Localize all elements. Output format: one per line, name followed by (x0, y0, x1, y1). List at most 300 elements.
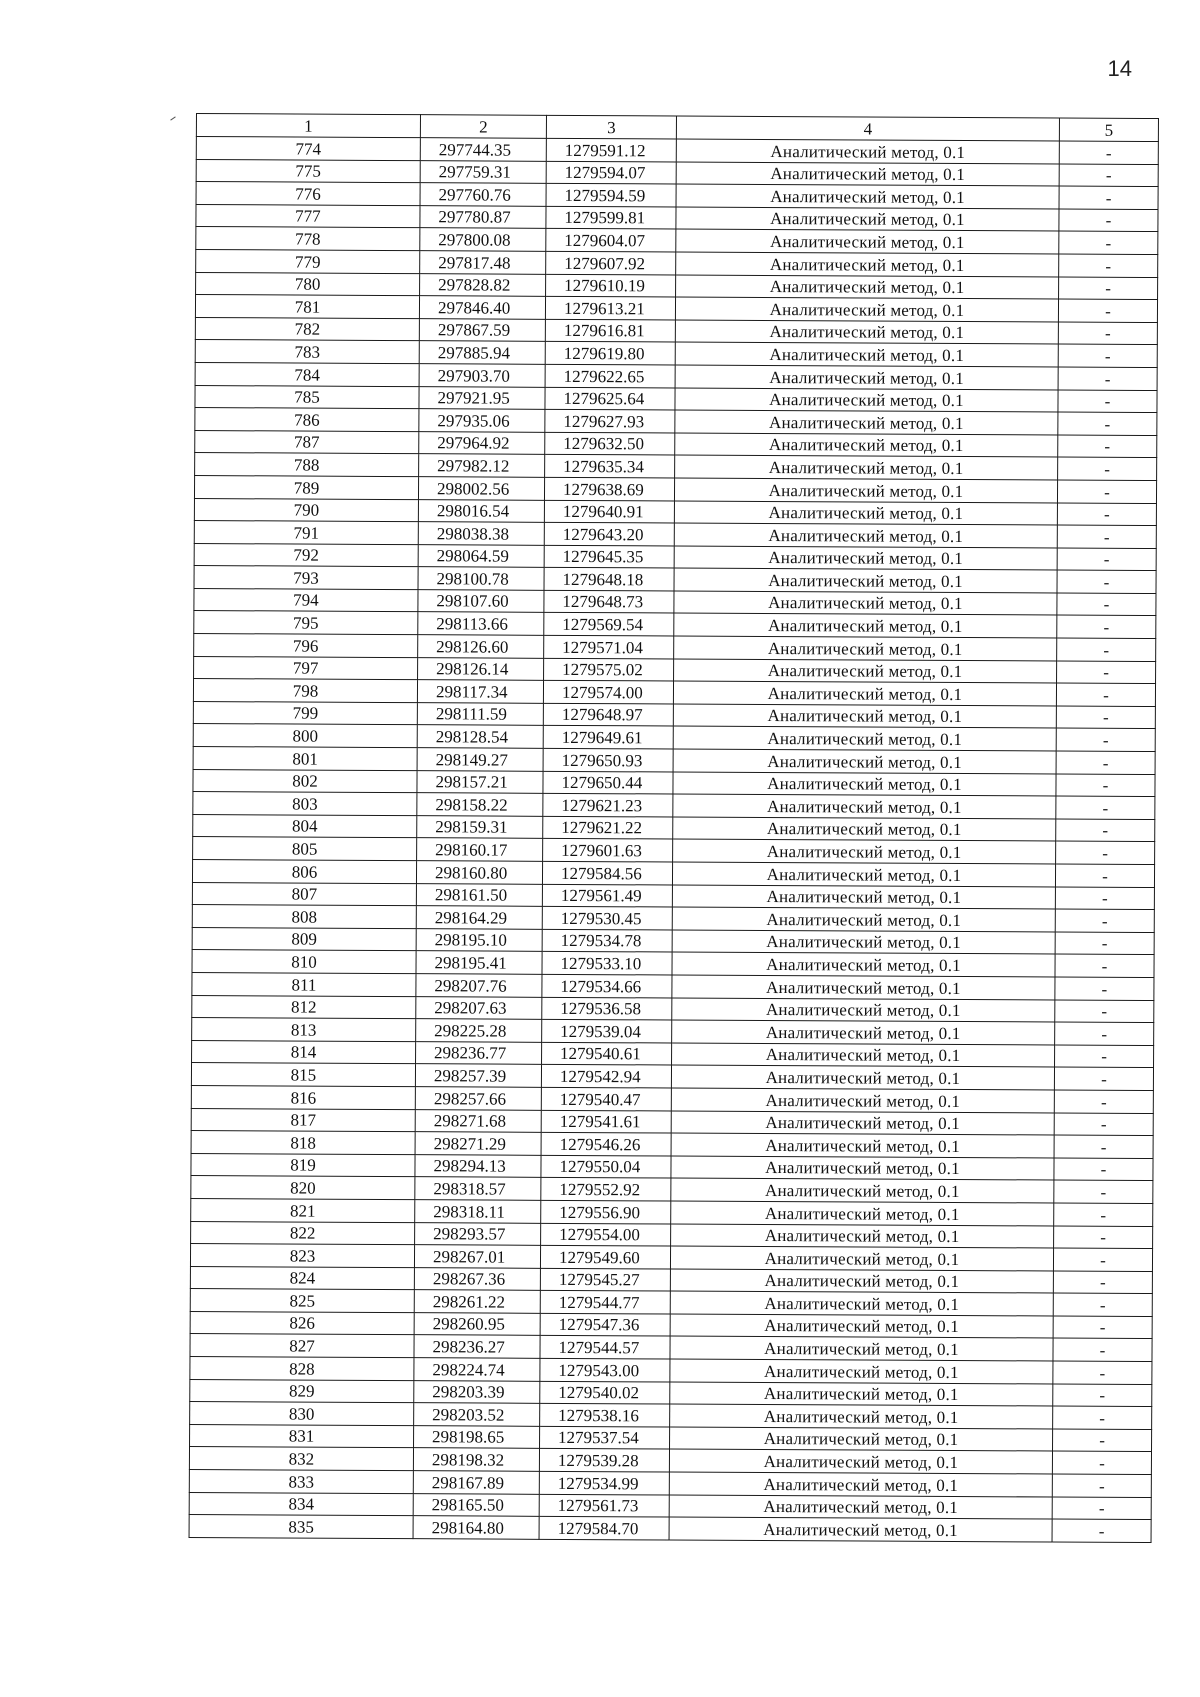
coordinate-y: 1279643.20 (544, 522, 674, 545)
point-number: 824 (190, 1266, 414, 1290)
description: - (1053, 1338, 1152, 1361)
coordinate-y: 1279543.00 (540, 1358, 670, 1381)
coordinate-y: 1279584.56 (542, 861, 672, 884)
method-accuracy: Аналитический метод, 0.1 (671, 1156, 1054, 1181)
description: - (1057, 525, 1156, 548)
method-accuracy: Аналитический метод, 0.1 (675, 433, 1058, 458)
description: - (1057, 638, 1156, 661)
coordinate-x: 298038.38 (418, 522, 544, 545)
coordinate-y: 1279640.91 (544, 500, 674, 523)
coordinate-y: 1279546.26 (541, 1132, 671, 1155)
coordinate-y: 1279621.23 (543, 794, 673, 817)
coordinate-x: 298002.56 (418, 477, 544, 500)
point-number: 808 (192, 905, 416, 929)
coordinate-y: 1279540.02 (540, 1381, 670, 1404)
description: - (1052, 1519, 1151, 1542)
coordinate-x: 298198.32 (413, 1448, 539, 1471)
description: - (1053, 1384, 1152, 1407)
description: - (1055, 1000, 1154, 1023)
coordinate-x: 298294.13 (415, 1154, 541, 1177)
coordinate-y: 1279625.64 (545, 387, 675, 410)
description: - (1055, 954, 1154, 977)
coordinate-x: 298257.66 (415, 1087, 541, 1110)
method-accuracy: Аналитический метод, 0.1 (676, 252, 1059, 277)
point-number: 800 (193, 724, 417, 748)
point-number: 814 (192, 1040, 416, 1064)
coordinate-x: 298236.27 (414, 1335, 540, 1358)
point-number: 794 (194, 588, 418, 612)
point-number: 809 (192, 927, 416, 951)
method-accuracy: Аналитический метод, 0.1 (676, 275, 1059, 300)
description: - (1055, 977, 1154, 1000)
coordinate-x: 298111.59 (417, 703, 543, 726)
coordinate-x: 298165.50 (413, 1493, 539, 1516)
method-accuracy: Аналитический метод, 0.1 (669, 1472, 1052, 1497)
coordinate-y: 1279534.66 (542, 974, 672, 997)
point-number: 775 (196, 159, 420, 183)
description: - (1054, 1203, 1153, 1226)
point-number: 826 (190, 1311, 414, 1335)
coordinate-x: 297780.87 (420, 205, 546, 228)
method-accuracy: Аналитический метод, 0.1 (674, 659, 1057, 684)
coordinate-x: 298236.77 (416, 1041, 542, 1064)
coordinate-x: 297759.31 (420, 160, 546, 183)
description: - (1059, 141, 1158, 164)
coordinate-y: 1279556.90 (541, 1200, 671, 1223)
point-number: 777 (196, 204, 420, 228)
point-number: 813 (192, 1018, 416, 1042)
description: - (1055, 1045, 1154, 1068)
description: - (1056, 796, 1155, 819)
coordinate-x: 297800.08 (420, 228, 546, 251)
point-number: 787 (195, 430, 419, 454)
coordinate-y: 1279530.45 (542, 907, 672, 930)
point-number: 812 (192, 995, 416, 1019)
coordinate-x: 298203.52 (414, 1403, 540, 1426)
method-accuracy: Аналитический метод, 0.1 (672, 862, 1055, 887)
description: - (1053, 1429, 1152, 1452)
method-accuracy: Аналитический метод, 0.1 (670, 1359, 1053, 1384)
coordinate-x: 298224.74 (414, 1358, 540, 1381)
coordinate-x: 298159.31 (417, 815, 543, 838)
coordinate-y: 1279650.44 (543, 771, 673, 794)
description: - (1054, 1135, 1153, 1158)
coordinate-y: 1279539.04 (542, 1019, 672, 1042)
description: - (1052, 1497, 1151, 1520)
point-number: 805 (193, 837, 417, 861)
point-number: 799 (193, 701, 417, 725)
description: - (1055, 887, 1154, 910)
description: - (1054, 1180, 1153, 1203)
method-accuracy: Аналитический метод, 0.1 (671, 1224, 1054, 1249)
coordinate-y: 1279569.54 (544, 613, 674, 636)
coordinate-y: 1279552.92 (541, 1178, 671, 1201)
coordinate-y: 1279648.73 (544, 590, 674, 613)
method-accuracy: Аналитический метод, 0.1 (670, 1382, 1053, 1407)
description: - (1053, 1406, 1152, 1429)
method-accuracy: Аналитический метод, 0.1 (674, 501, 1057, 526)
coordinate-y: 1279536.58 (542, 997, 672, 1020)
method-accuracy: Аналитический метод, 0.1 (672, 975, 1055, 1000)
point-number: 811 (192, 972, 416, 996)
method-accuracy: Аналитический метод, 0.1 (672, 1043, 1055, 1068)
header-col-2: 2 (420, 115, 546, 139)
coordinate-y: 1279619.80 (545, 342, 675, 365)
coordinate-x: 297885.94 (419, 341, 545, 364)
header-col-1: 1 (196, 114, 420, 138)
description: - (1052, 1451, 1151, 1474)
point-number: 784 (195, 362, 419, 386)
coordinate-x: 298271.29 (415, 1132, 541, 1155)
method-accuracy: Аналитический метод, 0.1 (673, 772, 1056, 797)
point-number: 789 (194, 475, 418, 499)
description: - (1053, 1271, 1152, 1294)
coordinate-x: 298064.59 (418, 544, 544, 567)
coordinate-y: 1279540.61 (542, 1042, 672, 1065)
method-accuracy: Аналитический метод, 0.1 (671, 1065, 1054, 1090)
coordinate-y: 1279650.93 (543, 748, 673, 771)
coordinate-y: 1279591.12 (546, 138, 676, 161)
description: - (1058, 367, 1157, 390)
coordinate-y: 1279542.94 (541, 1065, 671, 1088)
point-number: 818 (191, 1131, 415, 1155)
coordinate-x: 298267.01 (414, 1245, 540, 1268)
coordinate-y: 1279537.54 (540, 1426, 670, 1449)
coordinate-x: 298016.54 (418, 499, 544, 522)
coordinate-x: 298167.89 (413, 1471, 539, 1494)
coordinate-x: 297760.76 (420, 183, 546, 206)
method-accuracy: Аналитический метод, 0.1 (670, 1246, 1053, 1271)
coordinate-x: 298160.80 (416, 861, 542, 884)
method-accuracy: Аналитический метод, 0.1 (669, 1449, 1052, 1474)
description: - (1055, 864, 1154, 887)
point-number: 783 (195, 340, 419, 364)
coordinate-y: 1279599.81 (546, 206, 676, 229)
point-number: 832 (189, 1447, 413, 1471)
coordinate-y: 1279632.50 (545, 432, 675, 455)
coordinate-y: 1279534.78 (542, 929, 672, 952)
method-accuracy: Аналитический метод, 0.1 (674, 636, 1057, 661)
coordinate-x: 298117.34 (417, 680, 543, 703)
coordinate-y: 1279574.00 (543, 681, 673, 704)
coordinate-y: 1279540.47 (541, 1087, 671, 1110)
point-number: 817 (191, 1108, 415, 1132)
method-accuracy: Аналитический метод, 0.1 (675, 297, 1058, 322)
coordinate-x: 298225.28 (416, 1019, 542, 1042)
point-number: 793 (194, 566, 418, 590)
scan-mark (170, 116, 175, 120)
coordinate-x: 298158.22 (417, 793, 543, 816)
description: - (1059, 164, 1158, 187)
method-accuracy: Аналитический метод, 0.1 (673, 749, 1056, 774)
coordinate-y: 1279645.35 (544, 545, 674, 568)
description: - (1059, 254, 1158, 277)
point-number: 795 (194, 611, 418, 635)
coordinate-x: 297903.70 (419, 364, 545, 387)
coordinate-y: 1279538.16 (540, 1404, 670, 1427)
point-number: 834 (189, 1492, 413, 1516)
coordinate-y: 1279533.10 (542, 952, 672, 975)
description: - (1059, 209, 1158, 232)
coordinate-x: 297982.12 (419, 454, 545, 477)
description: - (1056, 841, 1155, 864)
header-col-4: 4 (676, 116, 1059, 141)
method-accuracy: Аналитический метод, 0.1 (675, 320, 1058, 345)
description: - (1054, 1113, 1153, 1136)
coordinate-y: 1279561.73 (539, 1494, 669, 1517)
method-accuracy: Аналитический метод, 0.1 (670, 1269, 1053, 1294)
coordinate-y: 1279613.21 (545, 296, 675, 319)
method-accuracy: Аналитический метод, 0.1 (671, 1111, 1054, 1136)
point-number: 833 (189, 1470, 413, 1494)
method-accuracy: Аналитический метод, 0.1 (673, 794, 1056, 819)
coordinate-y: 1279549.60 (540, 1245, 670, 1268)
coordinate-y: 1279621.22 (543, 816, 673, 839)
method-accuracy: Аналитический метод, 0.1 (670, 1404, 1053, 1429)
coordinate-x: 298164.29 (416, 906, 542, 929)
description: - (1059, 186, 1158, 209)
method-accuracy: Аналитический метод, 0.1 (674, 568, 1057, 593)
coordinate-y: 1279648.97 (543, 703, 673, 726)
method-accuracy: Аналитический метод, 0.1 (671, 1133, 1054, 1158)
method-accuracy: Аналитический метод, 0.1 (672, 930, 1055, 955)
coordinate-y: 1279544.77 (540, 1291, 670, 1314)
coordinate-x: 298100.78 (418, 567, 544, 590)
point-number: 791 (194, 521, 418, 545)
method-accuracy: Аналитический метод, 0.1 (672, 1020, 1055, 1045)
coordinate-x: 297935.06 (419, 409, 545, 432)
description: - (1057, 593, 1156, 616)
coordinate-x: 298318.11 (415, 1200, 541, 1223)
coordinate-x: 297964.92 (419, 431, 545, 454)
description: - (1053, 1293, 1152, 1316)
coordinate-x: 298207.63 (416, 996, 542, 1019)
coordinate-x: 298260.95 (414, 1313, 540, 1336)
coordinate-y: 1279594.59 (546, 184, 676, 207)
coordinate-y: 1279616.81 (545, 319, 675, 342)
method-accuracy: Аналитический метод, 0.1 (676, 184, 1059, 209)
description: - (1052, 1474, 1151, 1497)
coordinate-y: 1279649.61 (543, 726, 673, 749)
description: - (1056, 706, 1155, 729)
description: - (1057, 661, 1156, 684)
point-number: 786 (195, 408, 419, 432)
point-number: 792 (194, 543, 418, 567)
method-accuracy: Аналитический метод, 0.1 (670, 1314, 1053, 1339)
description: - (1058, 457, 1157, 480)
coordinate-x: 297846.40 (419, 296, 545, 319)
method-accuracy: Аналитический метод, 0.1 (670, 1427, 1053, 1452)
point-number: 782 (195, 317, 419, 341)
point-number: 806 (192, 859, 416, 883)
page-number: 14 (1107, 56, 1132, 81)
method-accuracy: Аналитический метод, 0.1 (676, 207, 1059, 232)
header-col-5: 5 (1059, 118, 1158, 142)
method-accuracy: Аналитический метод, 0.1 (672, 885, 1055, 910)
point-number: 819 (191, 1153, 415, 1177)
point-number: 822 (191, 1221, 415, 1245)
point-number: 820 (191, 1176, 415, 1200)
coordinate-x: 298257.39 (415, 1064, 541, 1087)
point-number: 778 (196, 227, 420, 251)
coordinate-x: 298128.54 (417, 725, 543, 748)
method-accuracy: Аналитический метод, 0.1 (670, 1336, 1053, 1361)
coordinate-x: 298207.76 (416, 974, 542, 997)
method-accuracy: Аналитический метод, 0.1 (672, 998, 1055, 1023)
coordinate-x: 298160.17 (417, 838, 543, 861)
coordinate-y: 1279648.18 (544, 568, 674, 591)
coordinate-y: 1279607.92 (546, 251, 676, 274)
coordinate-x: 297744.35 (420, 138, 546, 161)
method-accuracy: Аналитический метод, 0.1 (675, 388, 1058, 413)
coordinate-x: 297867.59 (419, 318, 545, 341)
method-accuracy: Аналитический метод, 0.1 (673, 726, 1056, 751)
coordinate-y: 1279541.61 (541, 1110, 671, 1133)
method-accuracy: Аналитический метод, 0.1 (669, 1517, 1052, 1542)
coordinate-y: 1279635.34 (545, 455, 675, 478)
coordinate-x: 298157.21 (417, 770, 543, 793)
coordinate-x: 298271.68 (415, 1109, 541, 1132)
coordinate-x: 298113.66 (418, 612, 544, 635)
method-accuracy: Аналитический метод, 0.1 (673, 681, 1056, 706)
point-number: 830 (190, 1402, 414, 1426)
coordinate-y: 1279604.07 (546, 229, 676, 252)
description: - (1055, 932, 1154, 955)
coordinate-y: 1279610.19 (546, 274, 676, 297)
coordinate-x: 298318.57 (415, 1177, 541, 1200)
coordinate-y: 1279601.63 (543, 839, 673, 862)
coordinate-x: 298267.36 (414, 1267, 540, 1290)
description: - (1053, 1248, 1152, 1271)
method-accuracy: Аналитический метод, 0.1 (672, 952, 1055, 977)
method-accuracy: Аналитический метод, 0.1 (671, 1088, 1054, 1113)
point-number: 815 (191, 1063, 415, 1087)
point-number: 781 (195, 295, 419, 319)
description: - (1056, 728, 1155, 751)
point-number: 829 (190, 1379, 414, 1403)
method-accuracy: Аналитический метод, 0.1 (676, 229, 1059, 254)
point-number: 821 (191, 1198, 415, 1222)
description: - (1053, 1361, 1152, 1384)
method-accuracy: Аналитический метод, 0.1 (673, 704, 1056, 729)
point-number: 804 (193, 814, 417, 838)
method-accuracy: Аналитический метод, 0.1 (676, 162, 1059, 187)
method-accuracy: Аналитический метод, 0.1 (674, 613, 1057, 638)
method-accuracy: Аналитический метод, 0.1 (673, 817, 1056, 842)
method-accuracy: Аналитический метод, 0.1 (674, 478, 1057, 503)
method-accuracy: Аналитический метод, 0.1 (675, 455, 1058, 480)
description: - (1057, 570, 1156, 593)
table-body (189, 137, 1158, 1543)
description: - (1058, 299, 1157, 322)
coordinate-x: 298195.10 (416, 928, 542, 951)
header-col-3: 3 (546, 115, 676, 139)
point-number: 816 (191, 1085, 415, 1109)
coordinate-y: 1279545.27 (540, 1268, 670, 1291)
coordinate-y: 1279547.36 (540, 1313, 670, 1336)
description: - (1056, 751, 1155, 774)
coordinate-x: 298195.41 (416, 951, 542, 974)
point-number: 827 (190, 1334, 414, 1358)
coordinate-x: 298203.39 (414, 1380, 540, 1403)
coordinate-y: 1279571.04 (544, 635, 674, 658)
point-number: 802 (193, 769, 417, 793)
point-number: 797 (194, 656, 418, 680)
description: - (1054, 1090, 1153, 1113)
method-accuracy: Аналитический метод, 0.1 (670, 1291, 1053, 1316)
method-accuracy: Аналитический метод, 0.1 (671, 1201, 1054, 1226)
description: - (1056, 683, 1155, 706)
coordinate-x: 298149.27 (417, 748, 543, 771)
point-number: 810 (192, 950, 416, 974)
coordinate-x: 298107.60 (418, 590, 544, 613)
point-number: 790 (194, 498, 418, 522)
method-accuracy: Аналитический метод, 0.1 (671, 1178, 1054, 1203)
method-accuracy: Аналитический метод, 0.1 (674, 523, 1057, 548)
description: - (1055, 1022, 1154, 1045)
coordinate-y: 1279550.04 (541, 1155, 671, 1178)
method-accuracy: Аналитический метод, 0.1 (675, 342, 1058, 367)
point-number: 785 (195, 385, 419, 409)
description: - (1059, 277, 1158, 300)
coordinate-y: 1279544.57 (540, 1336, 670, 1359)
description: - (1058, 435, 1157, 458)
point-number: 825 (190, 1289, 414, 1313)
point-number: 796 (194, 634, 418, 658)
coordinate-x: 298126.60 (418, 635, 544, 658)
description: - (1054, 1226, 1153, 1249)
coordinate-x: 298261.22 (414, 1290, 540, 1313)
method-accuracy: Аналитический метод, 0.1 (669, 1495, 1052, 1520)
coordinate-y: 1279622.65 (545, 364, 675, 387)
description: - (1054, 1158, 1153, 1181)
method-accuracy: Аналитический метод, 0.1 (675, 410, 1058, 435)
table-row (189, 1515, 1151, 1543)
description: - (1057, 615, 1156, 638)
point-number: 788 (195, 453, 419, 477)
description: - (1056, 774, 1155, 797)
description: - (1058, 412, 1157, 435)
point-number: 823 (190, 1244, 414, 1268)
coordinate-y: 1279584.70 (539, 1517, 669, 1540)
description: - (1057, 548, 1156, 571)
coordinate-y: 1279554.00 (541, 1223, 671, 1246)
description: - (1059, 231, 1158, 254)
coordinate-y: 1279539.28 (539, 1449, 669, 1472)
method-accuracy: Аналитический метод, 0.1 (674, 591, 1057, 616)
coordinates-table-container (189, 113, 1158, 1543)
coordinate-x: 298126.14 (418, 657, 544, 680)
coordinate-x: 298293.57 (415, 1222, 541, 1245)
description: - (1054, 1067, 1153, 1090)
description: - (1058, 390, 1157, 413)
coordinates-table (189, 113, 1159, 1543)
point-number: 828 (190, 1357, 414, 1381)
coordinate-y: 1279575.02 (544, 658, 674, 681)
point-number: 776 (196, 182, 420, 206)
coordinate-x: 297817.48 (420, 251, 546, 274)
description: - (1058, 344, 1157, 367)
coordinate-x: 298198.65 (414, 1426, 540, 1449)
description: - (1056, 819, 1155, 842)
method-accuracy: Аналитический метод, 0.1 (673, 839, 1056, 864)
coordinate-y: 1279627.93 (545, 409, 675, 432)
point-number: 835 (189, 1515, 413, 1539)
coordinate-y: 1279638.69 (544, 477, 674, 500)
coordinate-x: 298164.80 (413, 1516, 539, 1539)
point-number: 774 (196, 137, 420, 161)
point-number: 831 (190, 1424, 414, 1448)
